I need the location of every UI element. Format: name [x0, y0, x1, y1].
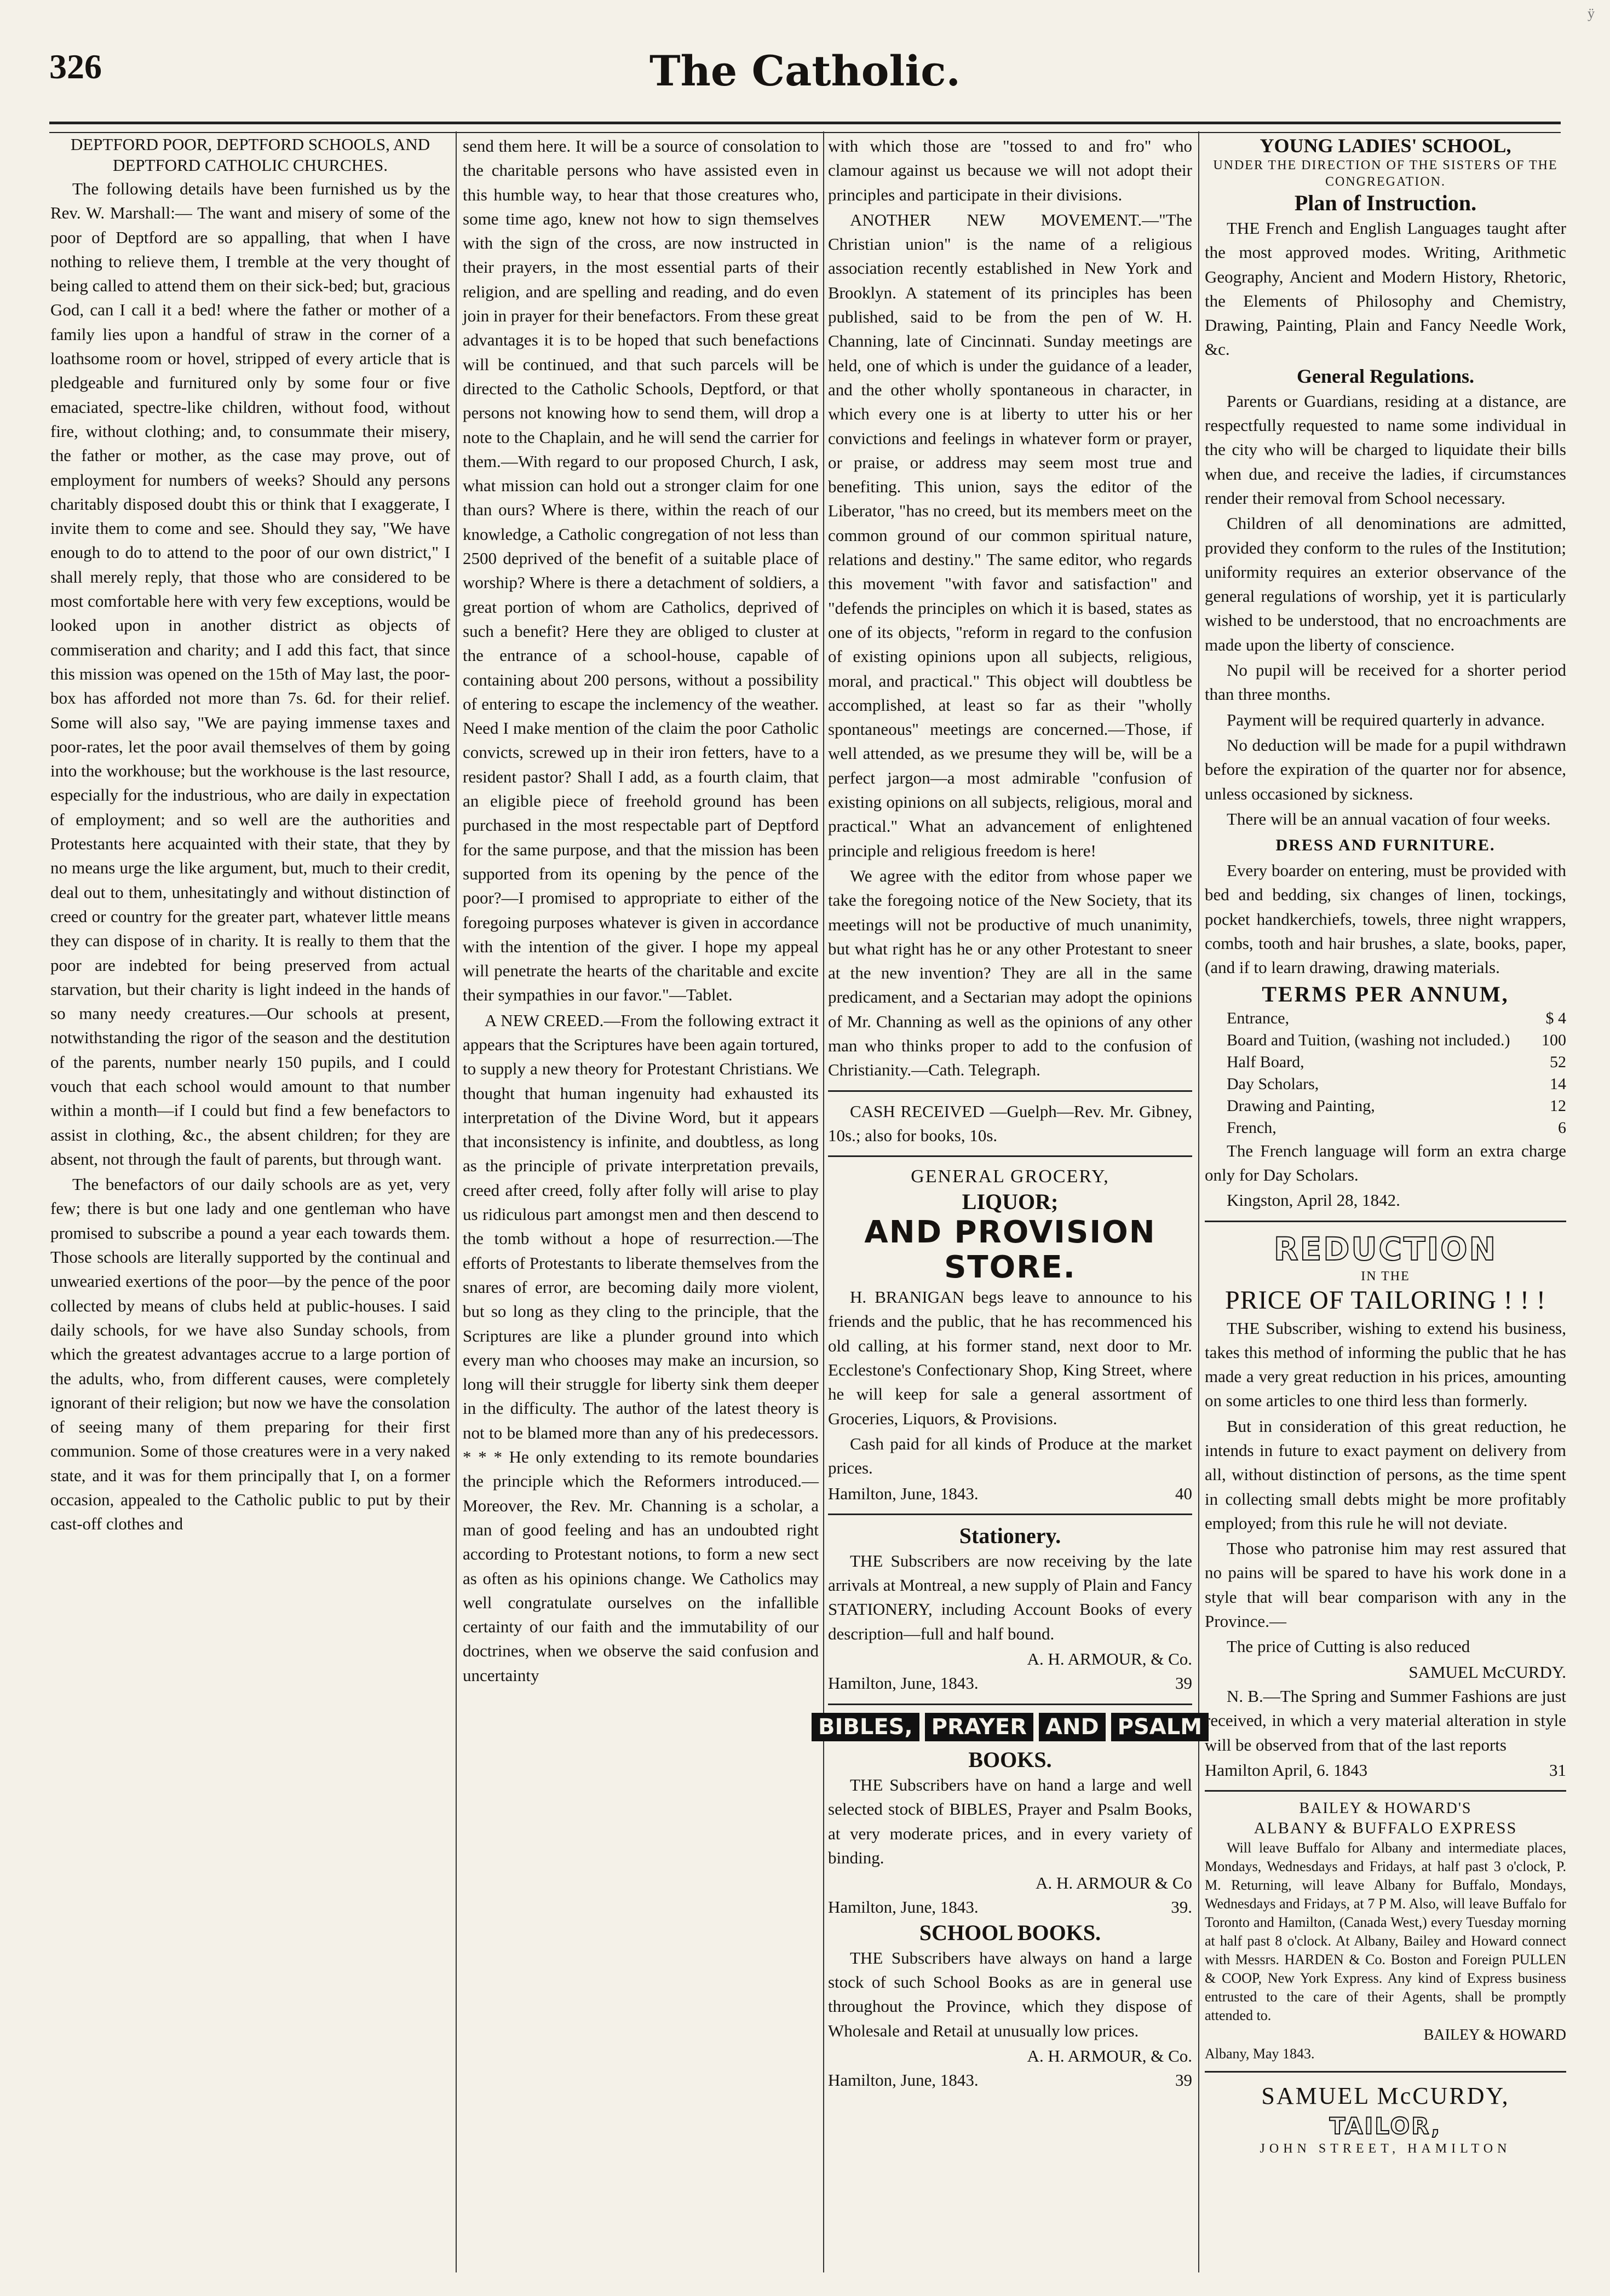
section-rule	[1205, 1790, 1566, 1792]
banner-word: BIBLES,	[812, 1713, 919, 1741]
section-rule	[828, 1704, 1192, 1705]
reduction-title: REDUCTION	[1273, 1230, 1498, 1268]
price-of-tailoring-title: PRICE OF TAILORING ! ! !	[1225, 1285, 1546, 1315]
school-books-ad-title: SCHOOL BOOKS.	[919, 1920, 1101, 1945]
grocery-ad-footer	[828, 1482, 1192, 1506]
school-books-advertisement	[828, 1920, 1192, 2093]
column-3	[818, 134, 1203, 2270]
stationery-ad-number: 39	[1175, 1673, 1192, 1693]
dress-furniture-title: DRESS AND FURNITURE.	[1275, 836, 1496, 855]
bibles-ad-number: 39.	[1171, 1897, 1192, 1917]
fee-item: Day Scholars,	[1227, 1074, 1319, 1093]
stationery-ad-body: THE Subscribers are now receiving by the late arrivals at Montreal, a new supply of Plain and Fancy STATIONERY, including Account Books of every description—full and half bound.	[828, 1551, 1192, 1643]
article-paragraph: We agree with the editor from whose paper we take the foregoing notice of the New Society, that its meetings will not be productive of much unanimity, but what right has he or any other Protestant to sneer at the new invention? They are all in the same predicament, and a Sectarian may adopt the opinions of Mr. Channing as well as the opinions of any other man who thinks proper to add to the confusion of Christianity.—Cath. Telegraph.	[828, 866, 1192, 1080]
school-books-ad-footer	[828, 2068, 1192, 2092]
express-ad-line2: ALBANY & BUFFALO EXPRESS	[1254, 1819, 1517, 1838]
tailoring-body: The price of Cutting is also reduced	[1227, 1637, 1470, 1656]
fee-amount: 6	[1558, 1118, 1566, 1137]
express-ad-date: Albany, May 1843.	[1205, 2046, 1315, 2062]
masthead-title: The Catholic.	[649, 47, 961, 95]
tailoring-number: 31	[1549, 1760, 1566, 1780]
tailoring-nb: N. B.—The Spring and Summer Fashions are just received, in which a very material alteration in style will be observed from that of the last reports	[1205, 1686, 1566, 1754]
article-paragraph: with which those are "tossed to and fro" who clamour against us because we will not adopt their principles and participate in their divisions.	[828, 136, 1192, 204]
cash-received-notice: CASH RECEIVED —Guelph—Rev. Mr. Gibney, 10s.; also for books, 10s.	[828, 1101, 1192, 1145]
banner-word: PRAYER	[925, 1713, 1033, 1741]
tailoring-advertisement	[1205, 1230, 1566, 1783]
column-2	[463, 134, 819, 2270]
article-paragraph: The following details have been furnished us by the Rev. W. Marshall:— The want and misery of some of the poor of Deptford are so appalling, that when I have nothing to relieve them, I tremble at the very thought of being called to attend them on their sick-bed; but, gracious God, can I call it a bed! where the father or mother of a family lies upon a handful of straw in the corner of a loathsome room or hovel, stripped of every article that is pledgeable and furnitured only by some four or five emaciated, spectre-like children, without food, without fire, without clothing; and, to consummate their misery, the father or mother, as the case may prove, out of employment for numbers of weeks? Should any persons charitably disposed doubt this or think that I exaggerate, I invite them to come and see. Should they say, "We have enough to do to attend to the poor of our own district," I shall merely reply, that those who are considered to be most comfortable here with very few exceptions, would be looked upon in another district as objects of commiseration and charity; and I add this fact, that since this mission was opened on the 15th of May last, the poor-box has afforded not more than 7s. 6d. for their relief. Some will also say, "We are paying immense taxes and poor-rates, let the poor avail themselves of them by going into the workhouse; but the workhouse is the last resource, especially for the industrious, who are daily in expectation of employment; and so well are the authorities and Protestants here acquainted with their state, that they by no means urge the like argument, but, much to their credit, deal out to them, unhesitatingly and without distinction of creed or country for the greater part, whatever little means they can dispose of in charity. It is really to them that the poor are indebted for being preserved from actual starvation, but their charity is light indeed in the hands of so many needy creatures.—Our schools at present, notwithstanding the rigor of the season and the destitution of the parents, number nearly 150 pupils, and I could vouch that each school would amount to that number within a month—if I could but find a few benefactors to assist in clothing, &c., the absent children; for they are absent, not through the fault of parents, but through want.	[50, 179, 450, 1169]
fee-row	[1205, 1051, 1566, 1073]
bibles-ad-body: THE Subscribers have on hand a large and well selected stock of BIBLES, Prayer and Psalm Books, at very moderate prices, and in every variety of binding.	[828, 1775, 1192, 1867]
bibles-ad-signature: A. H. ARMOUR & Co	[1036, 1873, 1192, 1893]
grocery-ad-cash-note: Cash paid for all kinds of Produce at the market prices.	[828, 1434, 1192, 1478]
regulation-paragraph: Children of all denominations are admitted, provided they conform to the rules of the Institution; uniformity requires an exterior observance of the general regulations of worship, yet it is particularly wished to be understood, that no encroachments are made upon the liberty of conscience.	[1205, 514, 1566, 654]
column-divider	[456, 131, 457, 2272]
mccurdy-trade: TAILOR,	[1329, 2113, 1442, 2140]
tailoring-signature: SAMUEL McCURDY.	[1408, 1662, 1566, 1682]
fee-row	[1205, 1073, 1566, 1095]
grocery-advertisement	[828, 1165, 1192, 1506]
plan-of-instruction-body: THE French and English Languages taught after the most approved modes. Writing, Arithmetic Geography, Ancient and Modern History, Rhetoric, the Elements of Philosophy and Chemistry, Drawing, Painting, Plain and Fancy Needle Work, &c.	[1205, 218, 1566, 359]
general-regulations-title: General Regulations.	[1297, 365, 1474, 387]
school-books-ad-place: Hamilton, June, 1843.	[828, 2070, 979, 2090]
in-the-label: IN THE	[1361, 1269, 1410, 1284]
article-title-deptford: DEPTFORD POOR, DEPTFORD SCHOOLS, AND DEPTFORD CATHOLIC CHURCHES.	[70, 135, 430, 175]
fee-item: French,	[1227, 1118, 1277, 1137]
mccurdy-name: SAMUEL McCURDY,	[1261, 2082, 1510, 2110]
article-paragraph: send them here. It will be a source of consolation to the charitable persons who have assisted even in this humble way, to hear that those creatures who, some time ago, knew not how to sign themselves with the sign of the cross, are now instructed in their prayers, in the most essential parts of their religion, and are spelling and reading, and do even join in prayer for their benefactors. From these great advantages it is to be hoped that such benefactions will be continued, and that such parcels will be directed to the Catholic Schools, Deptford, or that persons not knowing how to send them, will drop a note to the Chaplain, and he will send the carrier for them.—With regard to our proposed Church, I ask, what mission can hold out a stronger claim for one than ours? Where is there, within the reach of our knowledge, a Catholic congregation of not less than 2500 deprived of the benefit of a suitable place of worship? Where is there a detachment of soldiers, a great portion of whom are Catholics, deprived of such a benefit? Here they are obliged to cluster at the entrance of a school-house, capable of containing about 200 persons, without a possibility of entering to escape the inclemency of the weather. Need I make mention of the claim the poor Catholic convicts, screwed up in their iron fetters, have to a resident pastor? Shall I add, as a fourth claim, that an eligible piece of freehold ground has been purchased in the most respectable part of Deptford for the same purpose, and that the mission has been supported from its opening by the pence of the poor?—I promised to appropriate to either of the foregoing purposes whatever is given in accordance with the intention of the giver. I hope my appeal will penetrate the hearts of the charitable and excite their sympathies in our favor."—Tablet.	[463, 136, 819, 1005]
column-divider	[823, 131, 824, 2272]
express-ad-signature: BAILEY & HOWARD	[1423, 2027, 1566, 2044]
fee-row	[1205, 1008, 1566, 1029]
grocery-ad-place: Hamilton, June, 1843.	[828, 1483, 979, 1503]
stationery-ad-signature: A. H. ARMOUR, & Co.	[1027, 1649, 1192, 1669]
regulation-paragraph: No pupil will be received for a shorter period than three months.	[1205, 660, 1566, 704]
ladies-school-advertisement	[1205, 134, 1566, 1213]
header-rule	[49, 122, 1561, 133]
section-rule	[828, 1090, 1192, 1092]
article-paragraph-new-creed: A NEW CREED.—From the following extract it appears that the Scriptures have been again tortured, to supply a new theory for Protestant Christians. We thought that human ingenuity had exhausted its interpretation of the Divine Word, but it appears that inconsistency is infinite, and doubtless, as long as the principle of private interpretation prevails, creed after creed, folly after folly will arise to play us ridiculous part amongst men and then descend to the tomb without a hope of resurrection.—The efforts of Protestants to liberate themselves from the snares of error, are becoming daily more violent, but so long as they cling to the principle, that the Scriptures are like a plunder ground into which every man who chooses may make an incursion, so long will their struggle for liberty sink them deeper in the difficulty. The author of the latest theory is not to be blamed more than any of his predecessors. * * * He only extending to its remote boundaries the principle which the Reformers introduced.—Moreover, the Rev. Mr. Channing is a scholar, a man of good feeling and has an undoubted right according to Protestant notions, to form a new sect as often as his opinions change. We Catholics may well congratulate ourselves on the infallible certainty of our faith and the immutability of our doctrines, when we observe the said confusion and uncertainty	[463, 1010, 819, 1685]
tailoring-body: But in consideration of this great reduction, he intends in future to exact payment on delivery from all, without distinction of persons, as the time spent in collecting small debts might be more profitably employed; from this rule he will not deviate.	[1205, 1416, 1566, 1533]
tailoring-place: Hamilton April, 6. 1843	[1205, 1760, 1368, 1780]
express-ad-body: Will leave Buffalo for Albany and intermediate places, Mondays, Wednesdays and Fridays, at half past 3 o'clock, P. M. Returning, will leave Albany for Buffalo, Mondays, Wednesdays and Fridays, at 7 P M. Also, will leave Buffalo for Toronto and Hamilton, (Canada West,) every Tuesday morning at half past 8 o'clock. At Albany, Bailey and Howard connect with Messrs. HARDEN & Co. Boston and Foreign PULLEN & COOP, New York Express. Any kind of Express business entrusted to the care of their Agents, shall be promptly attended to.	[1205, 1840, 1566, 2024]
stationery-ad-footer	[828, 1671, 1192, 1695]
school-ad-subtitle: UNDER THE DIRECTION OF THE SISTERS OF THE CONGREGATION.	[1213, 158, 1558, 189]
fee-item: Board and Tuition, (washing not included.)	[1227, 1031, 1510, 1049]
tailoring-body: THE Subscriber, wishing to extend his business, takes this method of informing the public that he has made a very great reduction in his prices, amounting on some articles to one third less than formerly.	[1205, 1318, 1566, 1411]
stationery-ad-title: Stationery.	[959, 1523, 1061, 1548]
fee-amount: $ 4	[1545, 1009, 1566, 1027]
fee-amount: 12	[1550, 1096, 1566, 1115]
regulation-paragraph: There will be an annual vacation of four weeks.	[1227, 809, 1551, 828]
tailoring-footer	[1205, 1758, 1566, 1782]
regulation-paragraph: No deduction will be made for a pupil withdrawn before the expiration of the quarter nor for absence, unless occasioned by sickness.	[1205, 735, 1566, 803]
school-ad-title: YOUNG LADIES' SCHOOL,	[1260, 135, 1511, 157]
bibles-ad-place: Hamilton, June, 1843.	[828, 1897, 979, 1917]
fee-item: Drawing and Painting,	[1227, 1096, 1375, 1115]
grocery-ad-line3: AND PROVISION STORE.	[864, 1215, 1156, 1286]
grocery-ad-line2: LIQUOR;	[962, 1189, 1059, 1215]
fee-row	[1205, 1095, 1566, 1117]
express-ad-line1: BAILEY & HOWARD'S	[1299, 1800, 1472, 1817]
grocery-ad-number: 40	[1175, 1483, 1192, 1503]
french-note: The French language will form an extra charge only for Day Scholars.	[1205, 1141, 1566, 1184]
stationery-ad-place: Hamilton, June, 1843.	[828, 1673, 979, 1693]
school-books-ad-signature: A. H. ARMOUR, & Co.	[1027, 2046, 1192, 2065]
fee-item: Entrance,	[1227, 1009, 1290, 1027]
bibles-ad-footer	[828, 1895, 1192, 1919]
column-1	[50, 134, 450, 2270]
banner-word: AND	[1039, 1713, 1106, 1741]
article-paragraph: The benefactors of our daily schools are as yet, very few; there is but one lady and one gentleman who have promised to subscribe a pound a year each towards them. Those schools are literally supported by the continual and unwearied exertions of the poor—by the pence of the poor collected by means of clubs held at public-houses. I said daily schools, for we have also Sunday schools, from which the greatest advantages accrue to a large portion of the adults, who, from different causes, were completely ignorant of their religion; but now we have the consolation of seeing many of them preparing for their first communion. Some of those creatures were in a very naked state, and it was for them principally that I, on a former occasion, appealed to the Catholic public to put by their cast-off clothes and	[50, 1175, 450, 1534]
bibles-advertisement	[818, 1713, 1203, 1920]
dress-furniture-body: Every boarder on entering, must be provided with bed and bedding, six changes of linen, tockings, pocket handkerchiefs, towels, three night wrappers, combs, tooth and hair brushes, a slate, books, paper, (and if to learn drawing, drawing materials.	[1205, 861, 1566, 977]
terms-per-annum-title: TERMS PER ANNUM,	[1262, 981, 1509, 1006]
column-divider	[1198, 131, 1199, 2272]
fee-amount: 14	[1550, 1074, 1566, 1093]
column-4	[1205, 134, 1566, 2270]
fee-row	[1205, 1029, 1566, 1051]
section-rule	[1205, 1221, 1566, 1222]
page-header	[49, 47, 1561, 96]
fee-amount: 100	[1542, 1031, 1566, 1049]
express-advertisement	[1205, 1799, 1566, 2063]
section-rule	[828, 1514, 1192, 1515]
school-books-ad-body: THE Subscribers have always on hand a large stock of such School Books as are in general use throughout the Province, which they dispose of Wholesale and Retail at unusually low prices.	[828, 1948, 1192, 2040]
fee-row	[1205, 1117, 1566, 1139]
fee-item: Half Board,	[1227, 1052, 1304, 1071]
regulation-paragraph: Payment will be required quarterly in advance.	[1227, 710, 1545, 729]
fee-amount: 52	[1550, 1052, 1566, 1071]
school-ad-footer: Kingston, April 28, 1842.	[1227, 1190, 1400, 1210]
bibles-ad-subtitle: BOOKS.	[968, 1747, 1052, 1772]
page-corner-mark: ÿ	[1588, 5, 1595, 21]
tailoring-body: Those who patronise him may rest assured that no pains will be spared to have his work done in a style that will bear comparison with any in the Province.—	[1205, 1539, 1566, 1631]
mccurdy-card	[1205, 2080, 1566, 2157]
grocery-ad-line1: GENERAL GROCERY,	[911, 1166, 1109, 1187]
page-number: 326	[49, 47, 102, 86]
section-rule	[828, 1155, 1192, 1157]
stationery-advertisement	[828, 1523, 1192, 1696]
grocery-ad-body: H. BRANIGAN begs leave to announce to his friends and the public, that he has recommenced his old calling, at his former stand, next door to Mr. Ecclestone's Confectionary Shop, King Street, where he will keep for sale a general assortment of Groceries, Liquors, & Provisions.	[828, 1287, 1192, 1428]
regulation-paragraph: Parents or Guardians, residing at a distance, are respectfully requested to name some individual in the city who will be charged to liquidate their bills when due, and receive the ladies, if circumstances render their removal from School necessary.	[1205, 391, 1566, 508]
banner-word: PSALM	[1111, 1713, 1209, 1741]
plan-of-instruction-title: Plan of Instruction.	[1294, 191, 1477, 215]
bibles-ad-banner	[818, 1713, 1203, 1741]
mccurdy-address: JOHN STREET, HAMILTON	[1260, 2142, 1511, 2156]
section-rule	[1205, 2071, 1566, 2073]
article-paragraph-new-movement: ANOTHER NEW MOVEMENT.—"The Christian union" is the name of a religious association recently established in New York and Brooklyn. A statement of its principles has been published, said to be from the pen of W. H. Channing, late of Cincinnati. Sunday meetings are held, one of which is under the guidance of a leader, and the other wholly spontaneous in character, in which every one is at liberty to utter his or her convictions and feelings in whatever form or prayer, or praise, or address may seem most true and benefiting. This union, says the editor of the Liberator, "has no creed, but its members meet on the common ground of our common spiritual nature, relations and destiny." The same editor, who regards this movement "with favor and satisfaction" and "defends the principles on which it is based, states as one of its objects, "reform in regard to the confusion of existing opinions upon all subjects, religious, moral, and practical." This object will doubtless be accomplished, at least so far as their "wholly spontaneous" meetings are concerned.—Those, if well attended, as we presume they will be, will be a perfect jargon—a most admirable "confusion of existing opinions on all subjects, religious, moral and practical." What an advancement of enlightened principle and religious freedom is here!	[828, 210, 1192, 860]
school-books-ad-number: 39	[1175, 2070, 1192, 2090]
